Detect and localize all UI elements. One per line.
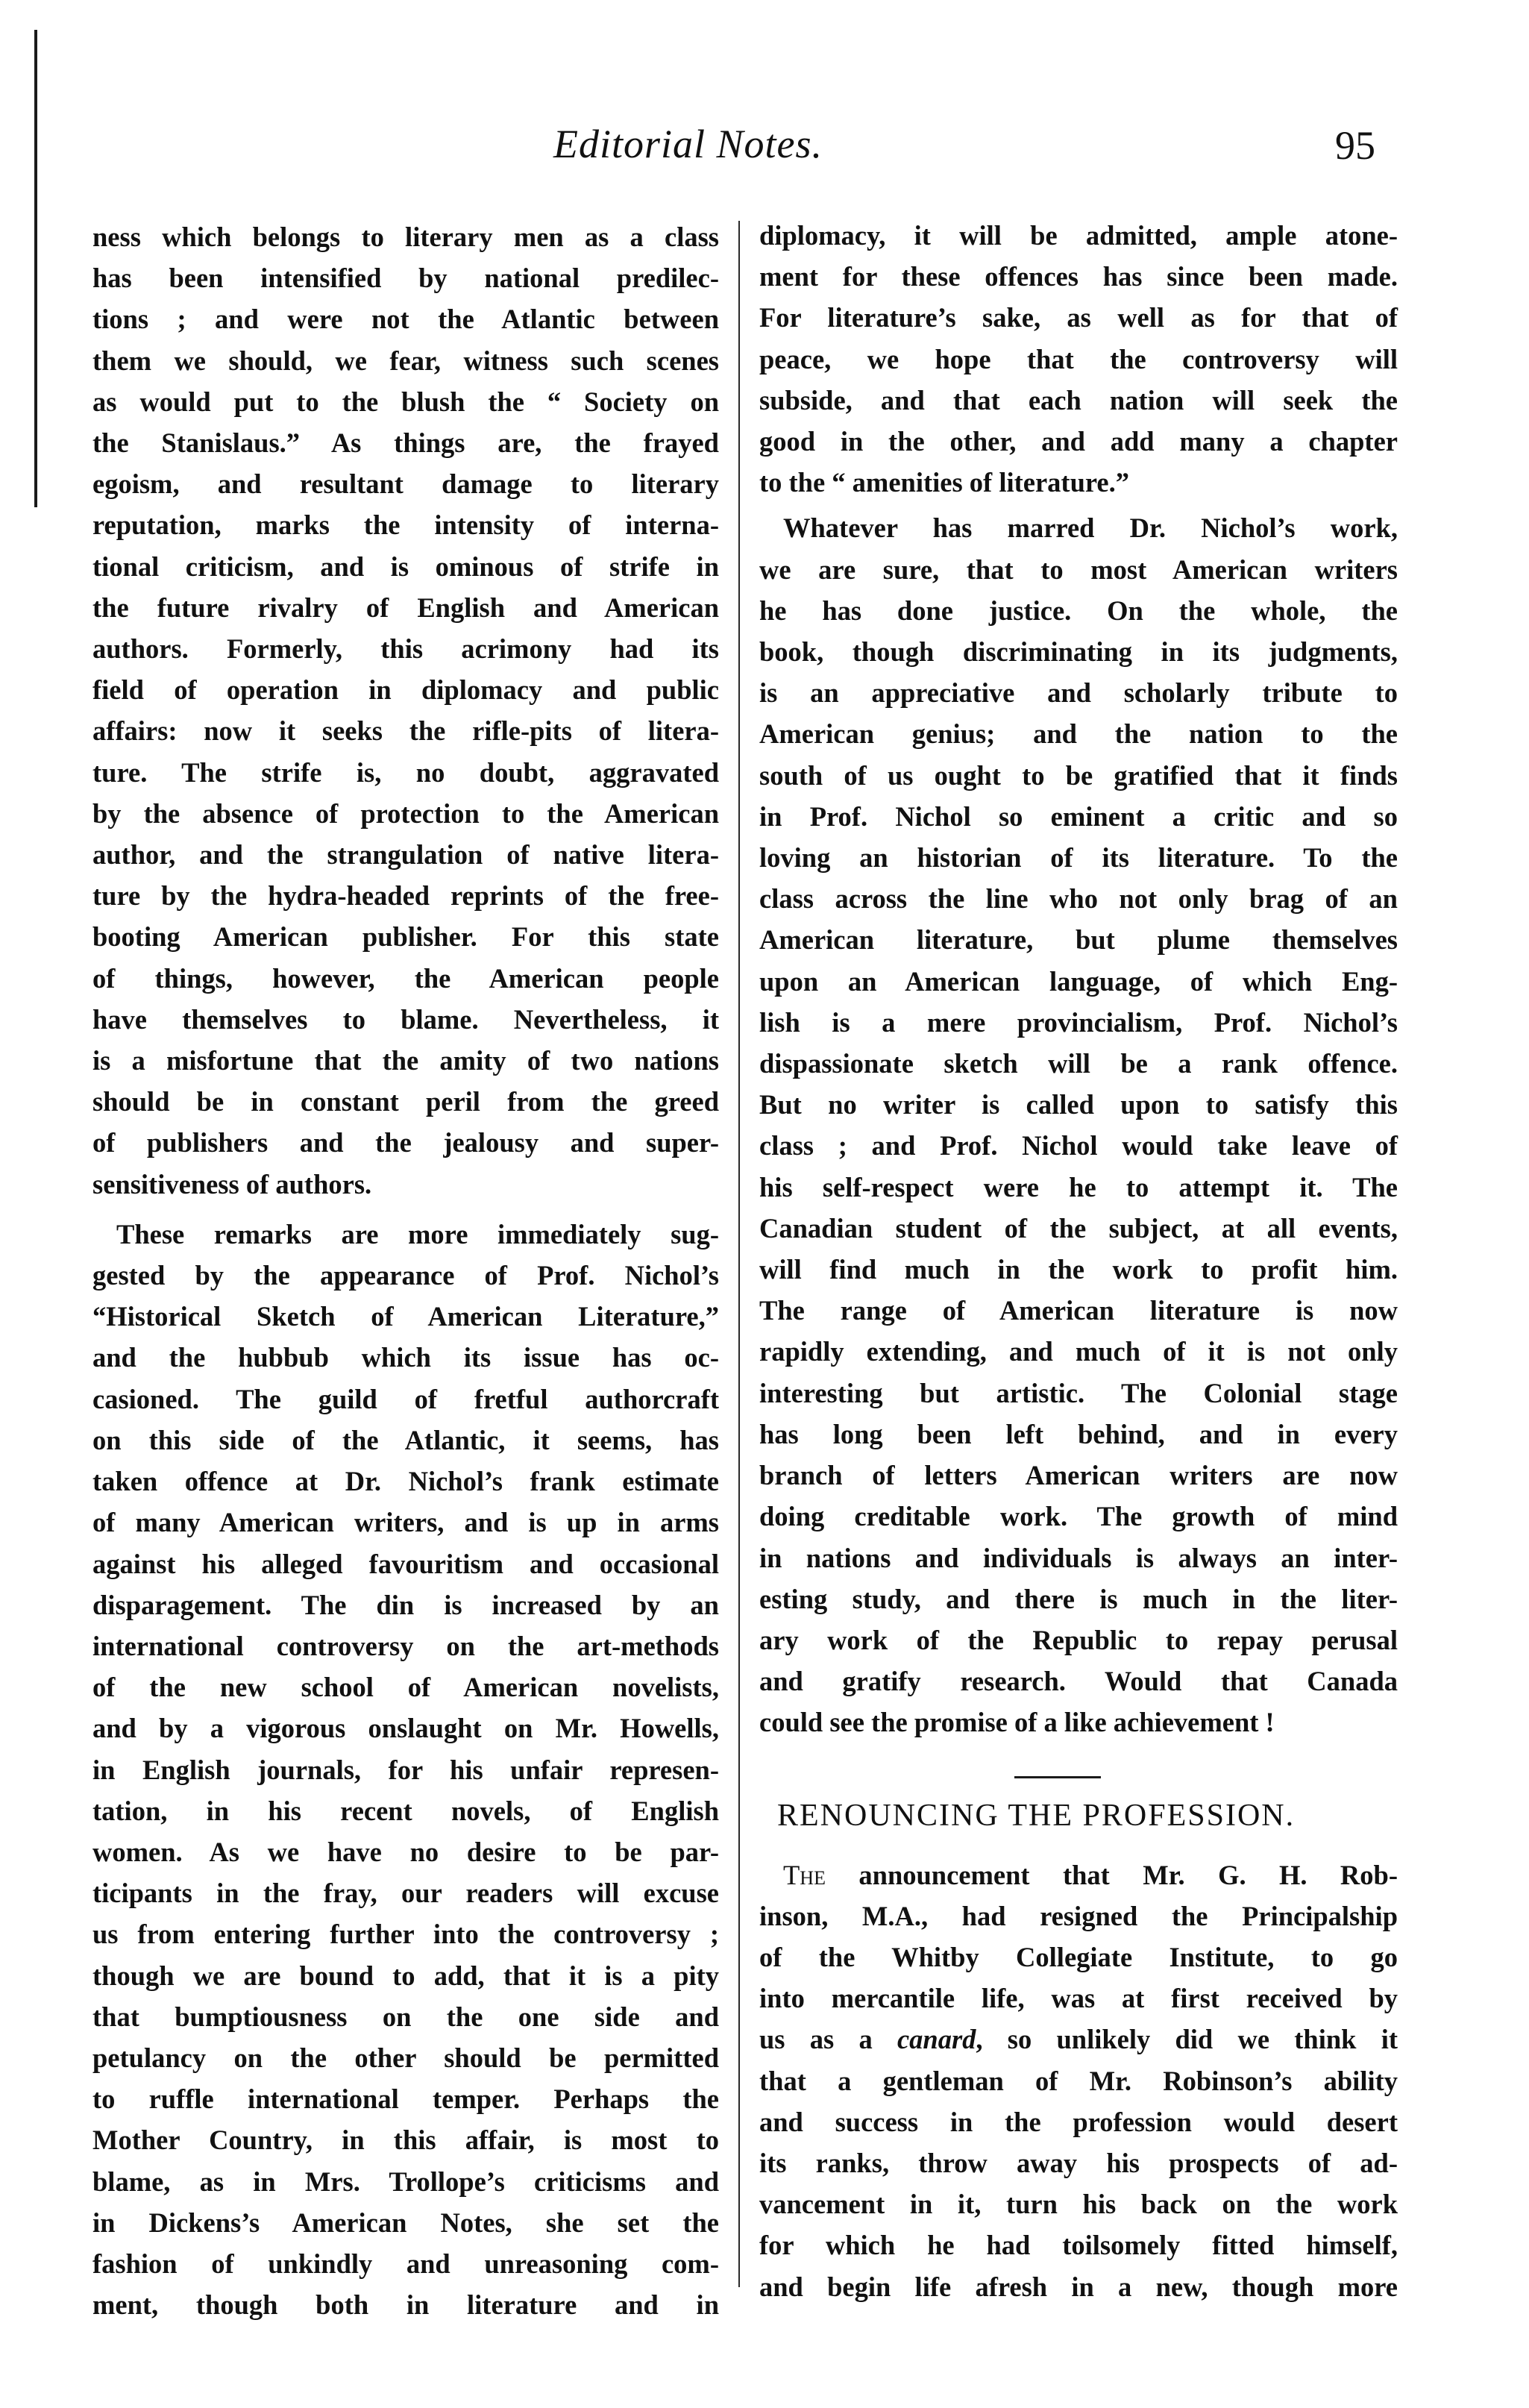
text-line: ture by the hydra-headed reprints of the free- — [92, 880, 719, 912]
text-line: and success in the profession would desert — [759, 2106, 1398, 2137]
text-line: interesting but artistic. The Colonial stage — [759, 1377, 1398, 1408]
text-line: in English journals, for his unfair represen- — [92, 1754, 719, 1785]
text-line: fashion of unkindly and unreasoning com- — [92, 2248, 719, 2279]
text-line: he has done justice. On the whole, the — [759, 595, 1398, 626]
text-line: and by a vigorous onslaught on Mr. Howells, — [92, 1713, 719, 1744]
text-line: that a gentleman of Mr. Robinson’s ability — [759, 2065, 1398, 2096]
text-line: rapidly extending, and much of it is not only — [759, 1336, 1398, 1367]
text-line: Mother Country, in this affair, is most to — [92, 2125, 719, 2156]
text-line: as would put to the blush the “ Society on — [92, 386, 719, 417]
line-text: announcement that Mr. G. H. Rob- — [858, 1859, 1398, 1890]
text-line: These remarks are more immediately sug- — [116, 1218, 719, 1250]
text-line: casioned. The guild of fretful authorcraft — [92, 1383, 719, 1414]
paragraph-nichol-justice — [759, 507, 1398, 1743]
text-line: egoism, and resultant damage to literary — [92, 468, 719, 500]
text-line: for which he had toilsomely fitted himself, — [759, 2230, 1398, 2261]
text-line: his self-respect were he to attempt it. The — [759, 1171, 1398, 1203]
text-line: class across the line who not only brag of an — [759, 883, 1398, 915]
text-line: in nations and individuals is always an inter- — [759, 1542, 1398, 1573]
text-line: upon an American language, of which Eng- — [759, 965, 1398, 997]
text-line: that bumptiousness on the one side and — [92, 2001, 719, 2032]
paragraph-nichol-sketch — [92, 1214, 719, 2325]
text-line: ary work of the Republic to repay perusal — [759, 1624, 1398, 1655]
text-line: vancement in it, turn his back on the work — [759, 2189, 1398, 2220]
section-heading: RENOUNCING THE PROFESSION. — [777, 1798, 1296, 1833]
text-line: has been intensified by national predilec- — [92, 263, 719, 294]
text-line: to the “ amenities of literature.” — [759, 467, 1129, 498]
text-line: ness which belongs to literary men as a class — [92, 222, 719, 252]
paragraph-society-controversy — [92, 216, 719, 1205]
text-line: Whatever has marred Dr. Nichol’s work, — [783, 512, 1398, 544]
text-line: has long been left behind, and in every — [759, 1418, 1398, 1449]
text-line: though we are bound to add, that it is a pity — [92, 1960, 719, 1991]
text-line — [759, 1854, 1398, 1896]
text-line: of the new school of American novelists, — [92, 1672, 719, 1703]
text-line: class ; and Prof. Nichol would take leave of — [759, 1130, 1398, 1161]
text-line: in Dickens’s American Notes, she set the — [92, 2207, 719, 2238]
text-line: have themselves to blame. Nevertheless, it — [92, 1003, 719, 1035]
text-line: lish is a mere provincialism, Prof. Nichol’s — [759, 1006, 1398, 1038]
line-text: , so unlikely did we think it — [976, 2024, 1398, 2055]
text-line: gested by the appearance of Prof. Nichol’s — [92, 1260, 719, 1291]
text-line: sensitiveness of authors. — [92, 1168, 372, 1200]
text-line: the future rivalry of English and American — [92, 592, 719, 623]
text-line: and the hubbub which its issue has oc- — [92, 1342, 719, 1373]
text-line: dispassionate sketch will be a rank offence. — [759, 1048, 1398, 1079]
lead-word: The — [783, 1859, 826, 1890]
text-line: the Stanislaus.” As things are, the frayed — [92, 427, 719, 459]
text-line: to ruffle international temper. Perhaps the — [92, 2084, 719, 2115]
text-line: reputation, marks the intensity of interna- — [92, 509, 719, 541]
text-line: peace, we hope that the controversy will — [759, 343, 1398, 374]
running-title: Editorial Notes. — [553, 122, 823, 166]
text-line: international controversy on the art-methods — [92, 1630, 719, 1661]
text-line: American literature, but plume themselves — [759, 924, 1398, 956]
text-line: petulancy on the other should be permitted — [92, 2042, 719, 2073]
text-line: and begin life afresh in a new, though more — [759, 2271, 1398, 2302]
text-line: doing creditable work. The growth of mind — [759, 1501, 1398, 1532]
text-line: its ranks, throw away his prospects of ad- — [759, 2147, 1398, 2178]
text-line: them we should, we fear, witness such scenes — [92, 345, 719, 376]
text-line: against his alleged favouritism and occasional — [92, 1548, 719, 1579]
text-line: in Prof. Nichol so eminent a critic and so — [759, 800, 1398, 832]
text-line: book, though discriminating in its judgments, — [759, 636, 1398, 668]
text-line: disparagement. The din is increased by an — [92, 1589, 719, 1620]
text-line: is an appreciative and scholarly tribute to — [759, 677, 1398, 709]
text-line: tional criticism, and is ominous of strife in — [92, 551, 719, 582]
line-text: us as a — [759, 2024, 897, 2055]
text-line: ment for these offences has since been made. — [759, 261, 1398, 292]
text-line: esting study, and there is much in the liter- — [759, 1583, 1398, 1614]
text-line: of things, however, the American people — [92, 962, 719, 994]
text-line: The range of American literature is now — [759, 1295, 1398, 1326]
text-line: tions ; and were not the Atlantic between — [92, 304, 719, 335]
text-line — [759, 2019, 1398, 2060]
text-line: authors. Formerly, this acrimony had its — [92, 633, 719, 665]
text-line: loving an historian of its literature. To the — [759, 842, 1398, 874]
text-line: booting American publisher. For this state — [92, 921, 719, 953]
text-line: is a misfortune that the amity of two nations — [92, 1045, 719, 1076]
text-line: we are sure, that to most American writers — [759, 554, 1398, 585]
text-line: ture. The strife is, no doubt, aggravated — [92, 756, 719, 788]
text-line: could see the promise of a like achievement ! — [759, 1707, 1275, 1738]
text-line: and gratify research. Would that Canada — [759, 1666, 1398, 1697]
section-separator-rule — [1014, 1776, 1101, 1778]
text-line: For literature’s sake, as well as for that of — [759, 302, 1398, 333]
text-line: women. As we have no desire to be par- — [92, 1836, 719, 1867]
text-line: ticipants in the fray, our readers will excuse — [92, 1878, 719, 1909]
text-line: blame, as in Mrs. Trollope’s criticisms and — [92, 2166, 719, 2197]
right-column — [759, 215, 1398, 2307]
text-line: inson, M.A., had resigned the Principalship — [759, 1900, 1398, 1931]
text-line: into mercantile life, was at first received by — [759, 1983, 1398, 2014]
text-line: “Historical Sketch of American Literature,” — [92, 1301, 719, 1332]
text-line: affairs: now it seeks the rifle-pits of litera- — [92, 715, 719, 747]
paragraph-renouncing-profession — [759, 1854, 1398, 2307]
text-line: branch of letters American writers are now — [759, 1460, 1398, 1491]
text-line: by the absence of protection to the American — [92, 797, 719, 829]
text-line: ment, though both in literature and in — [92, 2289, 719, 2321]
text-line: But no writer is called upon to satisfy this — [759, 1089, 1398, 1120]
text-line: of publishers and the jealousy and super- — [92, 1127, 719, 1158]
left-column — [92, 216, 719, 2325]
column-divider — [738, 221, 740, 2287]
text-line: taken offence at Dr. Nichol’s frank estimate — [92, 1466, 719, 1497]
text-line: us from entering further into the controversy ; — [92, 1919, 719, 1950]
text-line: should be in constant peril from the greed — [92, 1086, 719, 1117]
text-line: of the Whitby Collegiate Institute, to go — [759, 1941, 1398, 1972]
text-line: American genius; and the nation to the — [759, 718, 1398, 750]
text-line: will find much in the work to profit him. — [759, 1254, 1398, 1285]
text-line: south of us ought to be gratified that it finds — [759, 759, 1398, 791]
text-line: diplomacy, it will be admitted, ample atone- — [759, 220, 1398, 251]
italic-word: canard — [897, 2024, 976, 2055]
text-line: field of operation in diplomacy and public — [92, 674, 719, 706]
text-line: tation, in his recent novels, of English — [92, 1795, 719, 1826]
paragraph-diplomacy-atonement — [759, 215, 1398, 503]
text-line: author, and the strangulation of native litera- — [92, 839, 719, 871]
text-line: of many American writers, and is up in arms — [92, 1507, 719, 1538]
page-number: 95 — [1335, 123, 1375, 168]
margin-rule — [34, 30, 37, 507]
text-line: subside, and that each nation will seek the — [759, 384, 1398, 416]
text-line: Canadian student of the subject, at all events, — [759, 1212, 1398, 1244]
text-line: on this side of the Atlantic, it seems, has — [92, 1424, 719, 1455]
text-line: good in the other, and add many a chapter — [759, 426, 1398, 457]
